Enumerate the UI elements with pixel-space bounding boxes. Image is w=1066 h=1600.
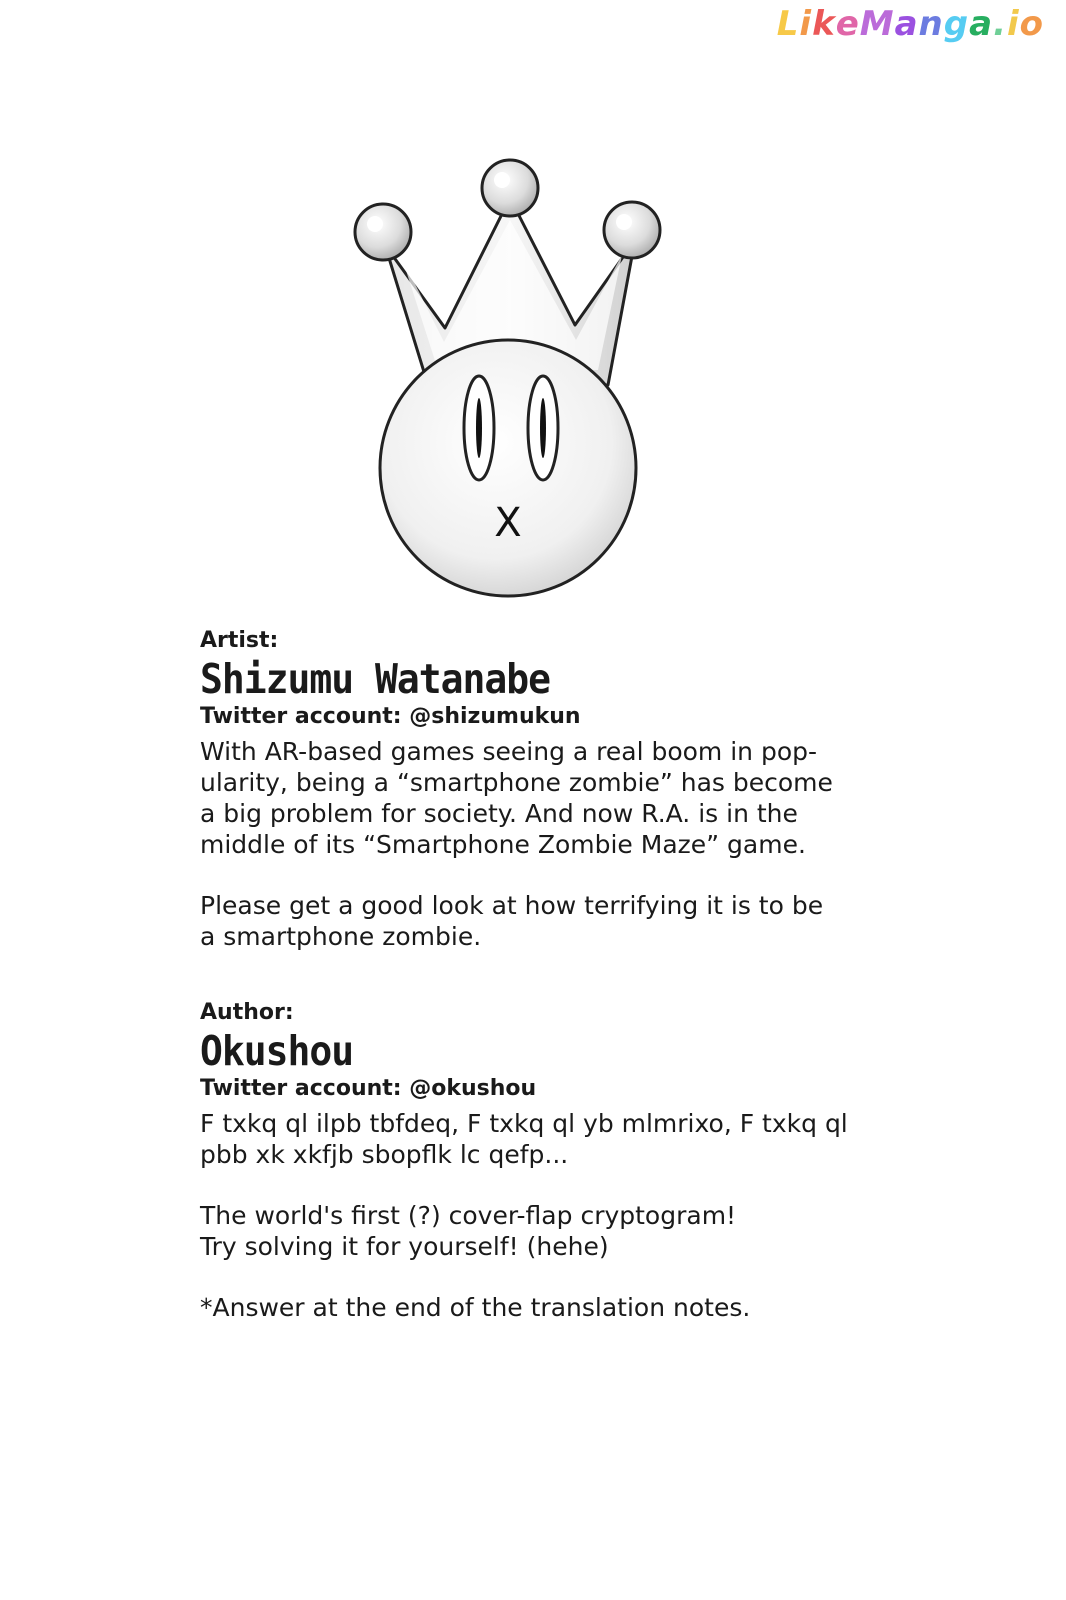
artist-name: Shizumu Watanabe <box>200 655 551 703</box>
watermark-letter: o <box>1019 4 1044 44</box>
author-paragraph: F txkq ql ilpb tbfdeq, F txkq ql yb mlmrixo, F txkq ql pbb xk xkfjb sbopflk lc qefp... <box>200 1109 848 1169</box>
watermark-letter: i <box>1006 4 1020 44</box>
watermark-letter: M <box>859 4 895 44</box>
watermark-letter: a <box>894 4 919 44</box>
artist-twitter: Twitter account: @shizumukun <box>200 704 581 729</box>
credits-content <box>200 628 860 1323</box>
watermark-letter: a <box>969 4 994 44</box>
artist-paragraph: With AR-based games seeing a real boom in pop- ularity, being a “smartphone zombie” has become a big problem for society. And now R.A. is in the middle of its “Smartphone Zombie Maze” game. <box>200 737 833 859</box>
author-paragraph: The world's first (?) cover-flap cryptogram! Try solving it for yourself! (hehe) <box>200 1201 737 1261</box>
watermark-letter: e <box>835 4 860 44</box>
crowned-ball-mascot-icon <box>350 150 670 600</box>
crown-orb <box>482 160 538 216</box>
watermark-letter: n <box>918 4 944 44</box>
mascot-head <box>380 340 636 596</box>
artist-label: Artist: <box>200 628 279 653</box>
author-paragraph: *Answer at the end of the translation notes. <box>200 1293 751 1322</box>
crown-orb <box>604 202 660 258</box>
watermark-letter: k <box>812 4 836 44</box>
mascot-mouth: X <box>494 500 522 546</box>
author-name: Okushou <box>200 1027 354 1075</box>
author-section <box>200 1000 860 1323</box>
site-watermark <box>777 4 1044 44</box>
watermark-letter: . <box>993 4 1007 44</box>
author-label: Author: <box>200 1000 294 1025</box>
author-twitter: Twitter account: @okushou <box>200 1076 537 1101</box>
artist-paragraph: Please get a good look at how terrifying it is to be a smartphone zombie. <box>200 891 824 951</box>
crown-orb <box>355 204 411 260</box>
watermark-letter: g <box>943 4 970 44</box>
watermark-letter: L <box>776 4 800 44</box>
watermark-letter: i <box>799 4 813 44</box>
artist-section <box>200 628 860 952</box>
